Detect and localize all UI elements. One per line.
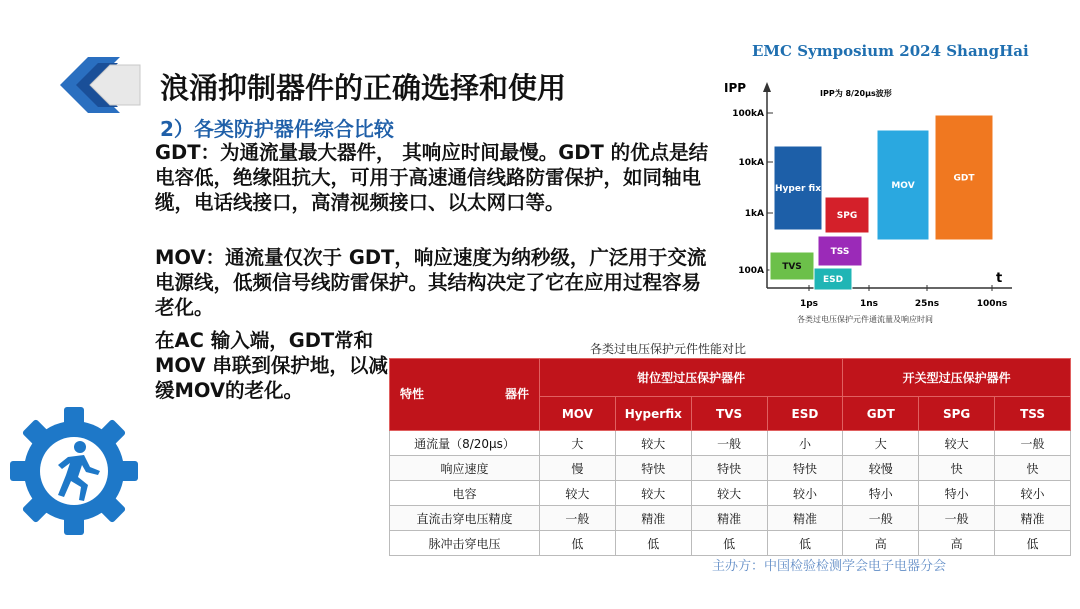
- table-cell: 快: [919, 456, 995, 481]
- table-cell: 小: [767, 431, 843, 456]
- column-header: TSS: [995, 397, 1071, 431]
- chart-caption: 各类过电压保护元件通流量及响应时间: [797, 315, 933, 324]
- row-label: 直流击穿电压精度: [390, 506, 540, 531]
- device-box-label: TVS: [782, 262, 802, 272]
- slide-subtitle: 2）各类防护器件综合比较: [160, 117, 394, 141]
- table-cell: 较慢: [843, 456, 919, 481]
- ac-paragraph: 在AC 输入端，GDT常和MOV 串联到保护地，以减缓MOV的老化。: [155, 329, 388, 402]
- chevron-logo-icon: [58, 55, 148, 115]
- table-cell: 快: [995, 456, 1071, 481]
- device-box-label: TSS: [830, 247, 850, 257]
- table-row: [390, 531, 1071, 556]
- y-tick-label: 100A: [738, 266, 764, 276]
- y-axis-label: IPP: [724, 81, 747, 95]
- table-cell: 精准: [995, 506, 1071, 531]
- table-cell: 较大: [540, 481, 616, 506]
- table-cell: 特小: [919, 481, 995, 506]
- x-tick-label: 100ns: [976, 299, 1008, 309]
- gdt-paragraph: GDT：为通流量最大器件， 其响应时间最慢。GDT 的优点是结电容低，绝缘阻抗大，可用于高速通信线路防雷保护，如同轴电缆，电话线接口，高清视频接口、以太网口等。: [155, 141, 709, 214]
- table-cell: 低: [767, 531, 843, 556]
- corner-left-label: 特性: [400, 387, 425, 401]
- table-cell: 精准: [767, 506, 843, 531]
- table-cell: 高: [919, 531, 995, 556]
- table-cell: 一般: [691, 431, 767, 456]
- table-cell: 特小: [843, 481, 919, 506]
- table-cell: 一般: [919, 506, 995, 531]
- table-cell: 精准: [615, 506, 691, 531]
- row-label: 响应速度: [390, 456, 540, 481]
- table-cell: 较小: [995, 481, 1071, 506]
- table-cell: 低: [540, 531, 616, 556]
- comparison-table: [389, 358, 1071, 556]
- device-box-label: ESD: [822, 275, 844, 285]
- organizer-footer: 主办方：中国检验检测学会电子电器分会: [712, 559, 947, 574]
- table-cell: 特快: [767, 456, 843, 481]
- table-row: [390, 481, 1071, 506]
- column-header: MOV: [540, 397, 616, 431]
- device-box-label: SPG: [836, 211, 858, 221]
- table-cell: 较大: [919, 431, 995, 456]
- row-label: 通流量（8/20μs）: [390, 431, 540, 456]
- table-corner-header: [390, 359, 540, 431]
- symposium-header: EMC Symposium 2024 ShangHai: [752, 42, 1029, 60]
- column-header: TVS: [691, 397, 767, 431]
- table-cell: 大: [540, 431, 616, 456]
- column-header: Hyperfix: [615, 397, 691, 431]
- x-tick-label: 1ns: [859, 299, 879, 309]
- row-label: 脉冲击穿电压: [390, 531, 540, 556]
- y-tick-label: 10kA: [738, 158, 764, 168]
- x-tick-label: 1ps: [799, 299, 819, 309]
- table-cell: 慢: [540, 456, 616, 481]
- table-cell: 低: [995, 531, 1071, 556]
- corner-right-label: 器件: [504, 387, 529, 401]
- table-cell: 较大: [691, 481, 767, 506]
- table-cell: 较大: [615, 481, 691, 506]
- table-row: [390, 506, 1071, 531]
- row-label: 电容: [390, 481, 540, 506]
- device-box-label: Hyper fix: [775, 184, 821, 194]
- mov-paragraph: MOV：通流量仅次于 GDT，响应速度为纳秒级，广泛用于交流电源线，低频信号线防雷保护。其结构决定了它在应用过程容易老化。: [155, 246, 707, 319]
- table-cell: 一般: [540, 506, 616, 531]
- table-cell: 一般: [843, 506, 919, 531]
- device-box-label: MOV: [891, 181, 915, 191]
- column-header: SPG: [919, 397, 995, 431]
- column-header: GDT: [843, 397, 919, 431]
- table-cell: 较小: [767, 481, 843, 506]
- y-tick-label: 100kA: [732, 109, 764, 119]
- group-header-clamp: 钳位型过压保护器件: [540, 359, 843, 397]
- chart-title: IPP为 8/20μs波形: [820, 89, 892, 98]
- table-cell: 大: [843, 431, 919, 456]
- x-tick-label: 25ns: [914, 299, 940, 309]
- table-caption: 各类过电压保护元件性能对比: [590, 342, 747, 356]
- column-header: ESD: [767, 397, 843, 431]
- ipp-response-chart: [722, 80, 1022, 330]
- table-cell: 较大: [615, 431, 691, 456]
- device-box-label: GDT: [953, 173, 975, 184]
- y-tick-label: 1kA: [744, 209, 764, 219]
- table-cell: 低: [615, 531, 691, 556]
- table-cell: 一般: [995, 431, 1071, 456]
- x-axis-label: t: [996, 271, 1003, 286]
- y-axis-arrow: [763, 82, 771, 92]
- table-cell: 低: [691, 531, 767, 556]
- table-cell: 特快: [691, 456, 767, 481]
- table-cell: 高: [843, 531, 919, 556]
- group-header-switch: 开关型过压保护器件: [843, 359, 1071, 397]
- table-cell: 精准: [691, 506, 767, 531]
- slide-title: 浪涌抑制器件的正确选择和使用: [160, 71, 567, 105]
- table-row: [390, 456, 1071, 481]
- table-row: [390, 431, 1071, 456]
- table-cell: 特快: [615, 456, 691, 481]
- gear-runner-icon: [8, 405, 140, 537]
